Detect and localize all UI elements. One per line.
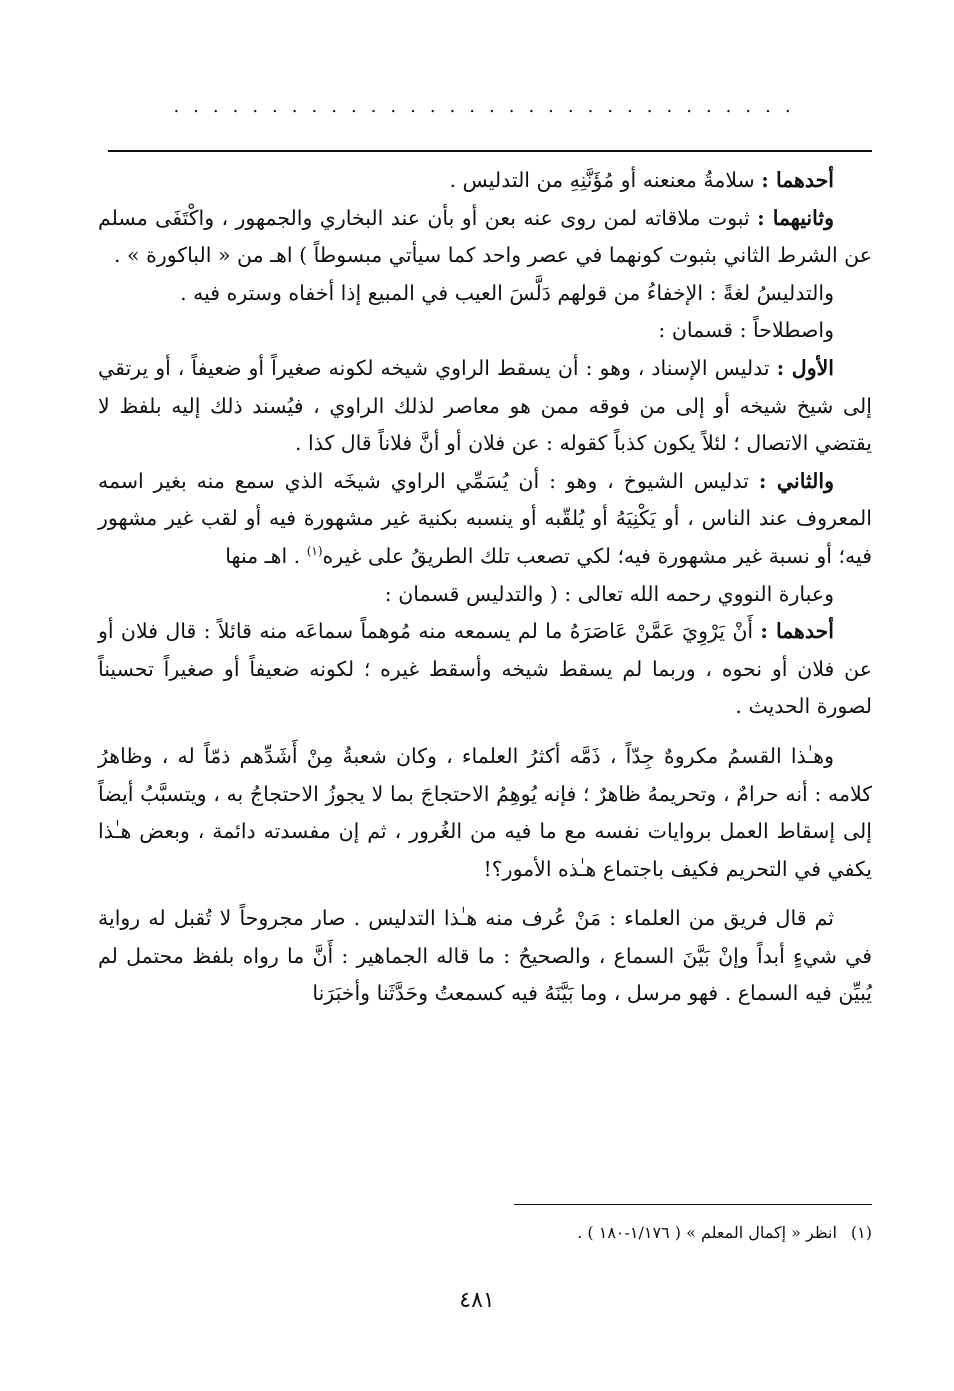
paragraph-gap: [98, 888, 872, 900]
paragraph: [98, 900, 872, 1013]
paragraph: [98, 275, 872, 313]
paragraph-text: واصطلاحاً : قسمان :: [658, 318, 834, 343]
paragraph: [98, 162, 872, 200]
paragraph-text: تدليس الشيوخ ، وهو : أن يُسَمِّي الراوي شيخَه الذي سمع منه بغير اسمه المعروف عند الناس ، أو يَكْنِيَهُ أو يُلقّبه أو ينسبه بكنية غير مشهورة فيه أو لقب غير مشهور فيه؛ أو نسبة غير مشهورة فيه؛ لكي تصعب تلك الطريقُ على غيره: [98, 468, 872, 568]
footnote-number: (١): [850, 1223, 872, 1242]
header-rule: [108, 150, 872, 152]
body-text: [98, 162, 872, 1013]
paragraph: [98, 350, 872, 463]
paragraph-text: تدليس الإسناد ، وهو : أن يسقط الراوي شيخه لكونه صغيراً أو ضعيفاً ، أو يرتقي إلى شيخ شيخه أو إلى من فوقه ممن هو معاصر لذلك الراوي ، فيُسند ذلك إليه بلفظ لا يقتضي الاتصال ؛ لئلاً يكون كذباً كقوله : عن فلان أو أنَّ فلاناً قال كذا .: [98, 355, 872, 456]
paragraph-text: ثبوت ملاقاته لمن روى عنه بعن أو بأن عند البخاري والجمهور ، واكْتَفَى مسلم عن الشرط الثاني بثبوت كونهما في عصر واحد كما سيأتي مبسوطاً ) اهـ من « الباكورة » .: [98, 205, 872, 268]
paragraph-lead: وثانيهما :: [757, 205, 834, 230]
paragraph: [98, 200, 872, 275]
page-number: ٤٨١: [459, 1288, 495, 1313]
paragraph-lead: أحدهما :: [761, 168, 834, 192]
footnote-text: انظر « إكمال المعلم » ( ١/١٧٦-١٨٠ ) .: [577, 1223, 837, 1242]
header-dotted-line: ................................: [173, 96, 805, 117]
paragraph-lead: الأول :: [776, 355, 834, 380]
paragraph: [98, 463, 872, 576]
footnote: [98, 1218, 872, 1248]
paragraph: [98, 738, 872, 888]
paragraph-text: أَنْ يَرْوِيَ عَمَّنْ عَاصَرَهُ ما لم يسمعه منه مُوهماً سماعَه منه قائلاً : قال فلان أو عن فلان أو نحوه ، وربما لم يسقط شيخه وأسقط غيره ؛ لكونه ضعيفاً أو صغيراً تحسيناً لصورة الحديث .: [98, 619, 872, 719]
paragraph-text: وهـٰذا القسمُ مكروهٌ جِدّاً ، ذَمَّه أكثرُ العلماء ، وكان شعبةُ مِنْ أَشَدِّهم ذمّاً له ، وظاهرُ كلامه : أنه حرامٌ ، وتحريمهُ ظاهرٌ ؛ فإنه يُوهِمُ الاحتجاجَ بما لا يجوزُ الاحتجاجُ به ، ويتسبَّبُ أيضاً إلى إسقاط العمل بروايات نفسه مع ما فيه من الغُرور ، ثم إن مفسدته دائمة ، وبعض هـٰذا يكفي في التحريم فكيف باجتماع هـٰذه الأمور؟!: [98, 743, 872, 881]
paragraph-gap: [98, 726, 872, 738]
paragraph-lead: والثاني :: [758, 468, 834, 493]
paragraph-text: والتدليسُ لغةً : الإخفاءُ من قولهم دَلَّسَ العيب في المبيع إذا أخفاه وستره فيه .: [180, 280, 834, 305]
paragraph: [98, 576, 872, 614]
paragraph-text: سلامةُ معنعنه أو مُؤَنَّنِهِ من التدليس .: [449, 168, 762, 192]
paragraph-lead: أحدهما :: [760, 619, 834, 644]
footnote-reference: (١): [306, 544, 323, 559]
footnote-separator: [514, 1204, 872, 1205]
paragraph: [98, 613, 872, 726]
paragraph-tail: . اهـ منها: [225, 543, 307, 568]
paragraph: [98, 312, 872, 350]
paragraph-text: ثم قال فريق من العلماء : مَنْ عُرف منه هـٰذا التدليس . صار مجروحاً لا تُقبل له رواية في شيءٍ أبداً وإنْ بَيَّنَ السماع ، والصحيحُ : ما قاله الجماهير : أَنَّ ما رواه بلفظ محتمل لم يُبيِّن فيه السماع . فهو مرسل ، وما بَيَّنَهُ فيه كسمعتُ وحَدَّثَنا وأخبَرَنا: [98, 906, 872, 1006]
paragraph-text: وعبارة النووي رحمه الله تعالى : ( والتدليس قسمان :: [384, 581, 834, 606]
